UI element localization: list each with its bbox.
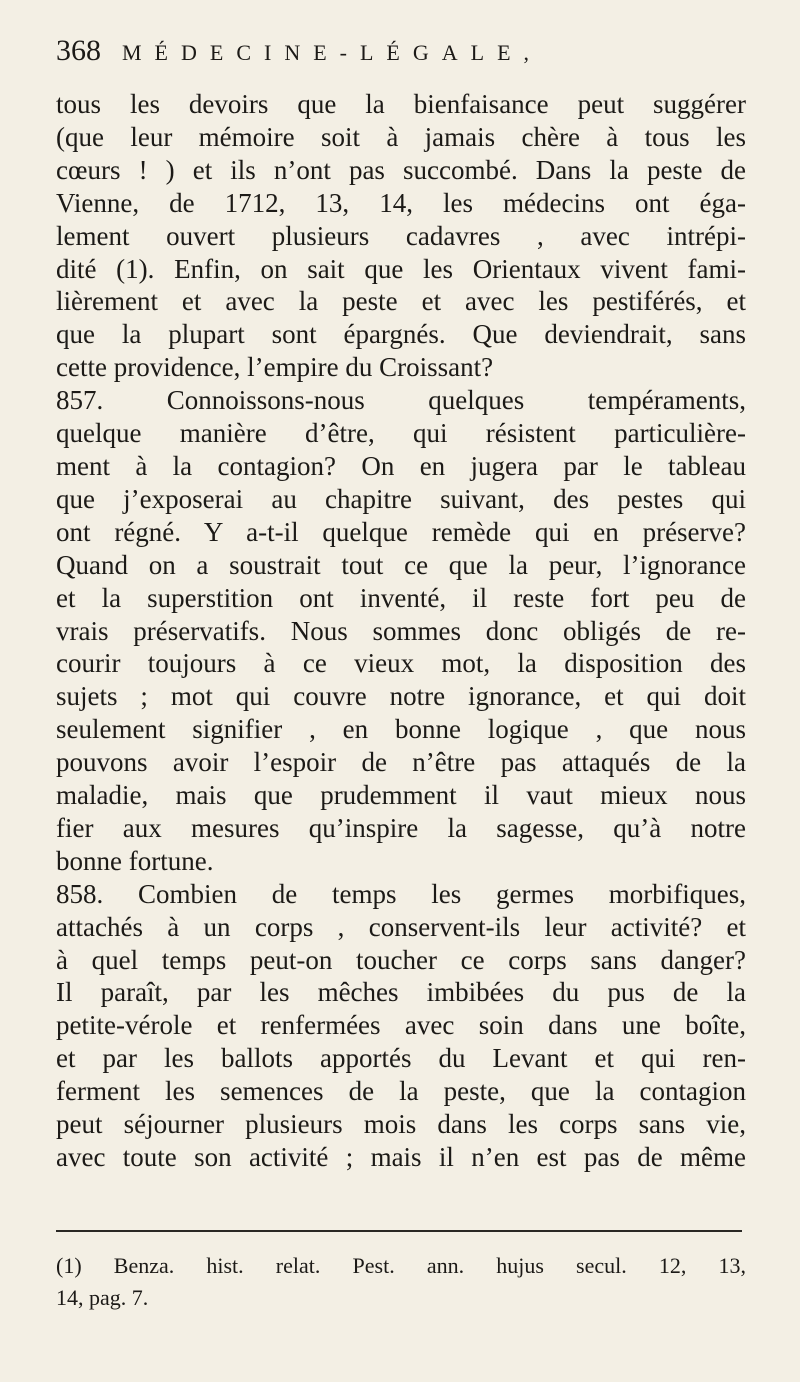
text-line: avec toute son activité ; mais il n’en est pas de même bbox=[56, 1142, 746, 1172]
text-line: que j’exposerai au chapitre suivant, des pestes qui bbox=[56, 483, 746, 514]
text-line: à quel temps peut-on toucher ce corps sans danger? bbox=[56, 944, 746, 975]
body-text bbox=[56, 88, 746, 1174]
text-line: seulement signifier , en bonne logique , que nous bbox=[56, 714, 746, 745]
text-line: Il paraît, par les mêches imbibées du pus de la bbox=[56, 977, 746, 1008]
text-line: quelque manière d’être, qui résistent particulière- bbox=[56, 418, 746, 449]
text-line: ferment les semences de la peste, que la contagion bbox=[56, 1076, 746, 1107]
footnotes bbox=[56, 1250, 746, 1314]
text-line: pouvons avoir l’espoir de n’être pas attaqués de la bbox=[56, 747, 746, 778]
footnote-divider bbox=[56, 1230, 742, 1232]
text-line: Vienne, de 1712, 13, 14, les médecins ont éga- bbox=[56, 187, 746, 218]
text-line: ont régné. Y a-t-il quelque remède qui en préserve? bbox=[56, 516, 746, 547]
text-line: 857. Connoissons-nous quelques tempéraments, bbox=[56, 385, 746, 416]
text-line: et la superstition ont inventé, il reste fort peu de bbox=[56, 582, 746, 613]
running-head bbox=[56, 34, 746, 84]
text-line: peut séjourner plusieurs mois dans les corps sans vie, bbox=[56, 1109, 746, 1140]
text-line: sujets ; mot qui couvre notre ignorance, et qui doit bbox=[56, 681, 746, 712]
text-line: attachés à un corps , conservent-ils leur activité? et bbox=[56, 911, 746, 942]
footnote-line: (1) Benza. hist. relat. Pest. ann. hujus secul. 12, 13, bbox=[56, 1252, 746, 1278]
text-line: que la plupart sont épargnés. Que deviendrait, sans bbox=[56, 319, 746, 350]
text-line: petite-vérole et renfermées avec soin dans une boîte, bbox=[56, 1010, 746, 1041]
text-line: lièrement et avec la peste et avec les pestiférés, et bbox=[56, 286, 746, 317]
running-title: MÉDECINE-LÉGALE, bbox=[122, 40, 543, 65]
text-line: (que leur mémoire soit à jamais chère à tous les bbox=[56, 121, 746, 152]
text-line: courir toujours à ce vieux mot, la disposition des bbox=[56, 648, 746, 679]
text-line: tous les devoirs que la bienfaisance peut suggérer bbox=[56, 89, 746, 119]
text-line: cœurs ! ) et ils n’ont pas succombé. Dans la peste de bbox=[56, 154, 746, 185]
text-line: fier aux mesures qu’inspire la sagesse, qu’à notre bbox=[56, 812, 746, 843]
page-number: 368 bbox=[56, 34, 101, 67]
text-line: vrais préservatifs. Nous sommes donc obligés de re- bbox=[56, 615, 746, 646]
text-line: et par les ballots apportés du Levant et qui ren- bbox=[56, 1043, 746, 1074]
text-line: dité (1). Enfin, on sait que les Orientaux vivent fami- bbox=[56, 253, 746, 284]
footnote-line: 14, pag. 7. bbox=[56, 1284, 149, 1310]
text-line: lement ouvert plusieurs cadavres , avec intrépi- bbox=[56, 220, 746, 251]
text-line: bonne fortune. bbox=[56, 845, 214, 876]
text-line: 858. Combien de temps les germes morbifiques, bbox=[56, 878, 746, 909]
text-line: cette providence, l’empire du Croissant? bbox=[56, 352, 494, 383]
text-line: ment à la contagion? On en jugera par le tableau bbox=[56, 450, 746, 481]
text-line: maladie, mais que prudemment il vaut mieux nous bbox=[56, 780, 746, 811]
text-line: Quand on a soustrait tout ce que la peur, l’ignorance bbox=[56, 549, 746, 580]
